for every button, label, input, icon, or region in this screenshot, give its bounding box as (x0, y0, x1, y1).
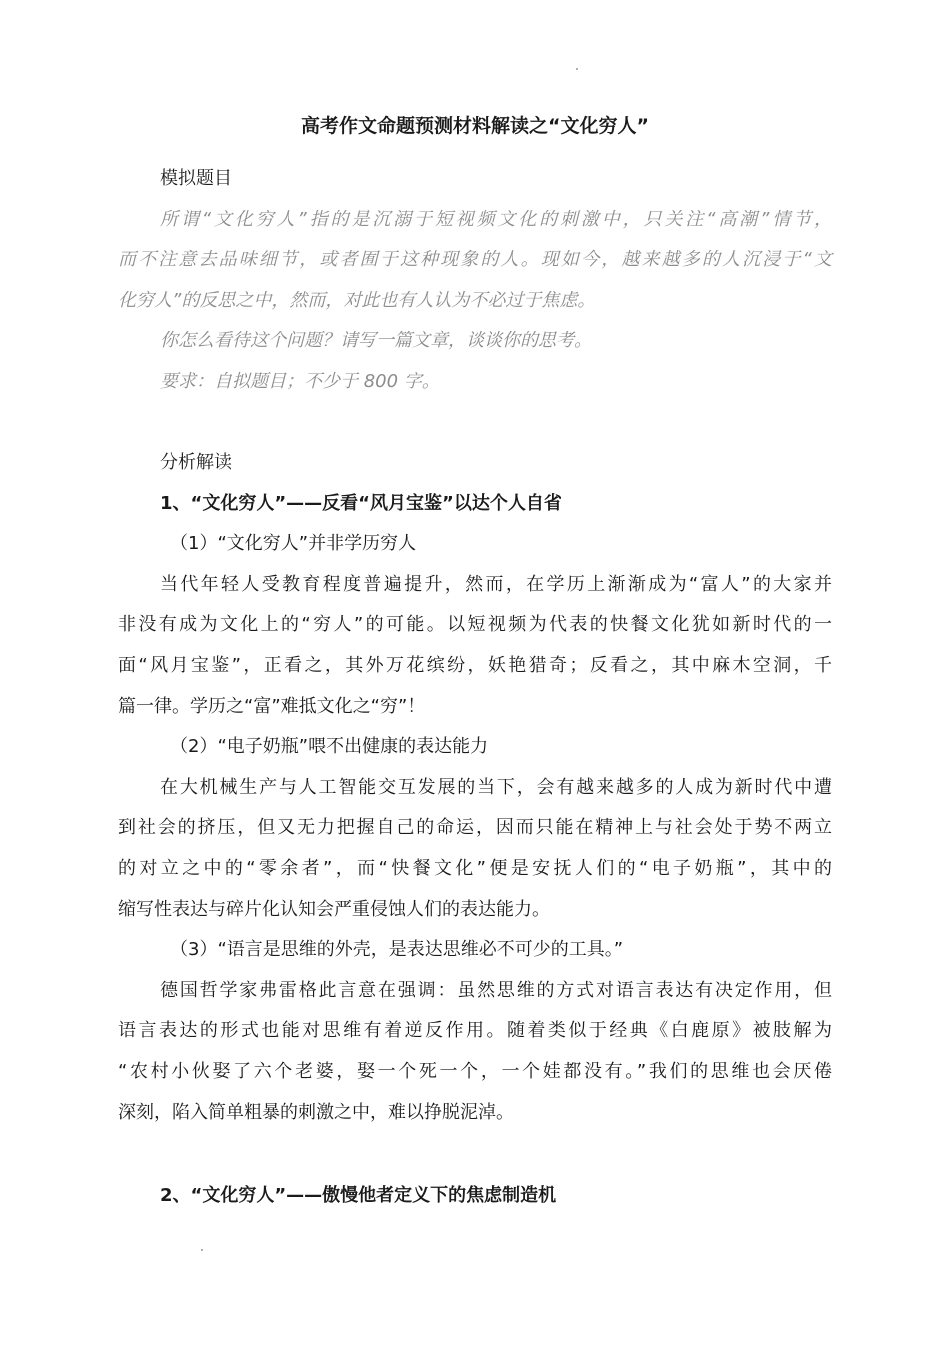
sub1-heading: （1）“文化穷人”并非学历穷人 (170, 533, 417, 555)
paragraph-line: 的对立之中的“零余者”，而“快餐文化”便是安抚人们的“电子奶瓶”，其中的 (118, 857, 832, 879)
paragraph-line: 缩写性表达与碎片化认知会严重侵蚀人们的表达能力。 (118, 898, 550, 920)
paragraph-line: 当代年轻人受教育程度普遍提升，然而，在学历上渐渐成为“富人”的大家并 (160, 573, 832, 595)
paragraph-line: 非没有成为文化上的“穷人”的可能。以短视频为代表的快餐文化犹如新时代的一 (118, 614, 832, 636)
footer-dot (201, 1249, 203, 1251)
prompt-heading: 模拟题目 (160, 168, 232, 189)
header-dot (576, 68, 578, 70)
sub2-heading: （2）“电子奶瓶”喂不出健康的表达能力 (170, 736, 489, 758)
material-line: 而不注意去品味细节，或者囿于这种现象的人。现如今，越来越多的人沉浸于“文 (118, 249, 832, 271)
paragraph-line: 在大机械生产与人工智能交互发展的当下，会有越来越多的人成为新时代中遭 (160, 776, 832, 798)
paragraph-line: 篇一律。学历之“富”难抵文化之“穷”！ (118, 695, 426, 717)
material-line: 化穷人”的反思之中，然而，对此也有人认为不必过于焦虑。 (118, 289, 596, 311)
page-title: 高考作文命题预测材料解读之“文化穷人” (301, 115, 649, 137)
paragraph-line: “农村小伙娶了六个老婆，娶一个死一个，一个娃都没有。”我们的思维也会厌倦 (118, 1060, 832, 1082)
paragraph-line: 到社会的挤压，但又无力把握自己的命运，因而只能在精神上与社会处于势不两立 (118, 817, 832, 839)
prompt-requirement: 要求：自拟题目；不少于 800 字。 (160, 370, 440, 392)
paragraph-line: 德国哲学家弗雷格此言意在强调：虽然思维的方式对语言表达有决定作用，但 (160, 979, 832, 1001)
section2-heading: 2、“文化穷人”——傲慢他者定义下的焦虑制造机 (160, 1185, 557, 1206)
paragraph-line: 面“风月宝鉴”，正看之，其外万花缤纷，妖艳猎奇；反看之，其中麻木空洞，千 (118, 654, 832, 676)
section2 (118, 1176, 832, 1217)
section1-heading: 1、“文化穷人”——反看“风月宝鉴”以达个人自省 (160, 492, 562, 514)
material-line: 所谓“文化穷人”指的是沉溺于短视频文化的刺激中，只关注“高潮”情节， (160, 208, 832, 230)
paragraph-line: 深刻，陷入简单粗暴的刺激之中，难以挣脱泥淖。 (118, 1101, 514, 1123)
sub3-heading: （3）“语言是思维的外壳，是表达思维必不可少的工具。” (170, 939, 624, 961)
analysis-heading: 分析解读 (160, 452, 232, 473)
prompt-section (118, 159, 832, 403)
paragraph-line: 语言表达的形式也能对思维有着逆反作用。随着类似于经典《白鹿原》被肢解为 (118, 1020, 832, 1042)
prompt-question: 你怎么看待这个问题？请写一篇文章，谈谈你的思考。 (160, 330, 592, 352)
analysis-section (118, 443, 832, 1133)
